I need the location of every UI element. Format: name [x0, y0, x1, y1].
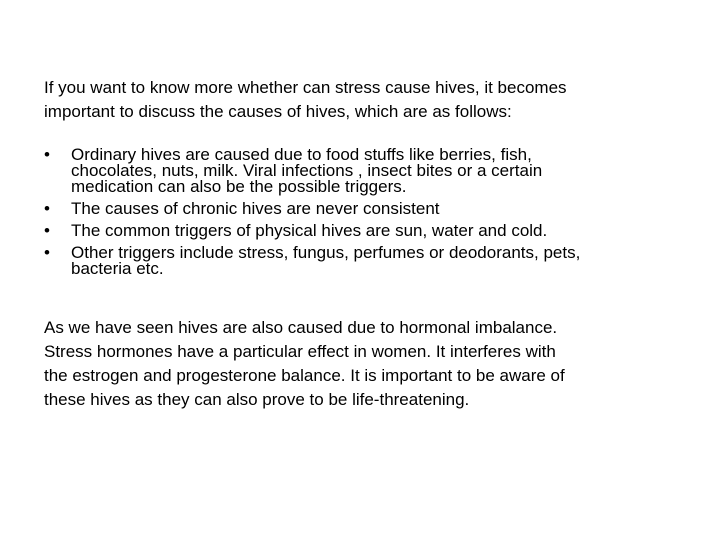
bullet-marker: •: [44, 221, 50, 240]
bullet-marker: •: [44, 199, 50, 218]
bullet-marker: •: [44, 145, 50, 164]
bullet-text: The causes of chronic hives are never consistent: [71, 199, 440, 218]
bullet-text: Ordinary hives are caused due to food stuffs like berries, fish, chocolates, nuts, milk. Viral infections , insect bites or a certain medication can also be the possible triggers.: [71, 145, 543, 196]
bullet-list: [44, 147, 704, 283]
intro-paragraph: If you want to know more whether can stress cause hives, it becomes important to discuss the causes of hives, which are as follows:: [44, 78, 567, 121]
bullet-text: The common triggers of physical hives are sun, water and cold.: [71, 221, 548, 240]
list-item: [44, 201, 704, 217]
list-item: [44, 245, 704, 277]
list-item: [44, 223, 704, 239]
list-item: [44, 147, 704, 195]
bullet-text: Other triggers include stress, fungus, perfumes or deodorants, pets, bacteria etc.: [71, 243, 581, 278]
bullet-marker: •: [44, 243, 50, 262]
closing-paragraph: As we have seen hives are also caused due to hormonal imbalance. Stress hormones have a particular effect in women. It interferes with the estrogen and progesterone balance. It is important to be aware of these hives as they can also prove to be life-threatening.: [44, 318, 565, 409]
